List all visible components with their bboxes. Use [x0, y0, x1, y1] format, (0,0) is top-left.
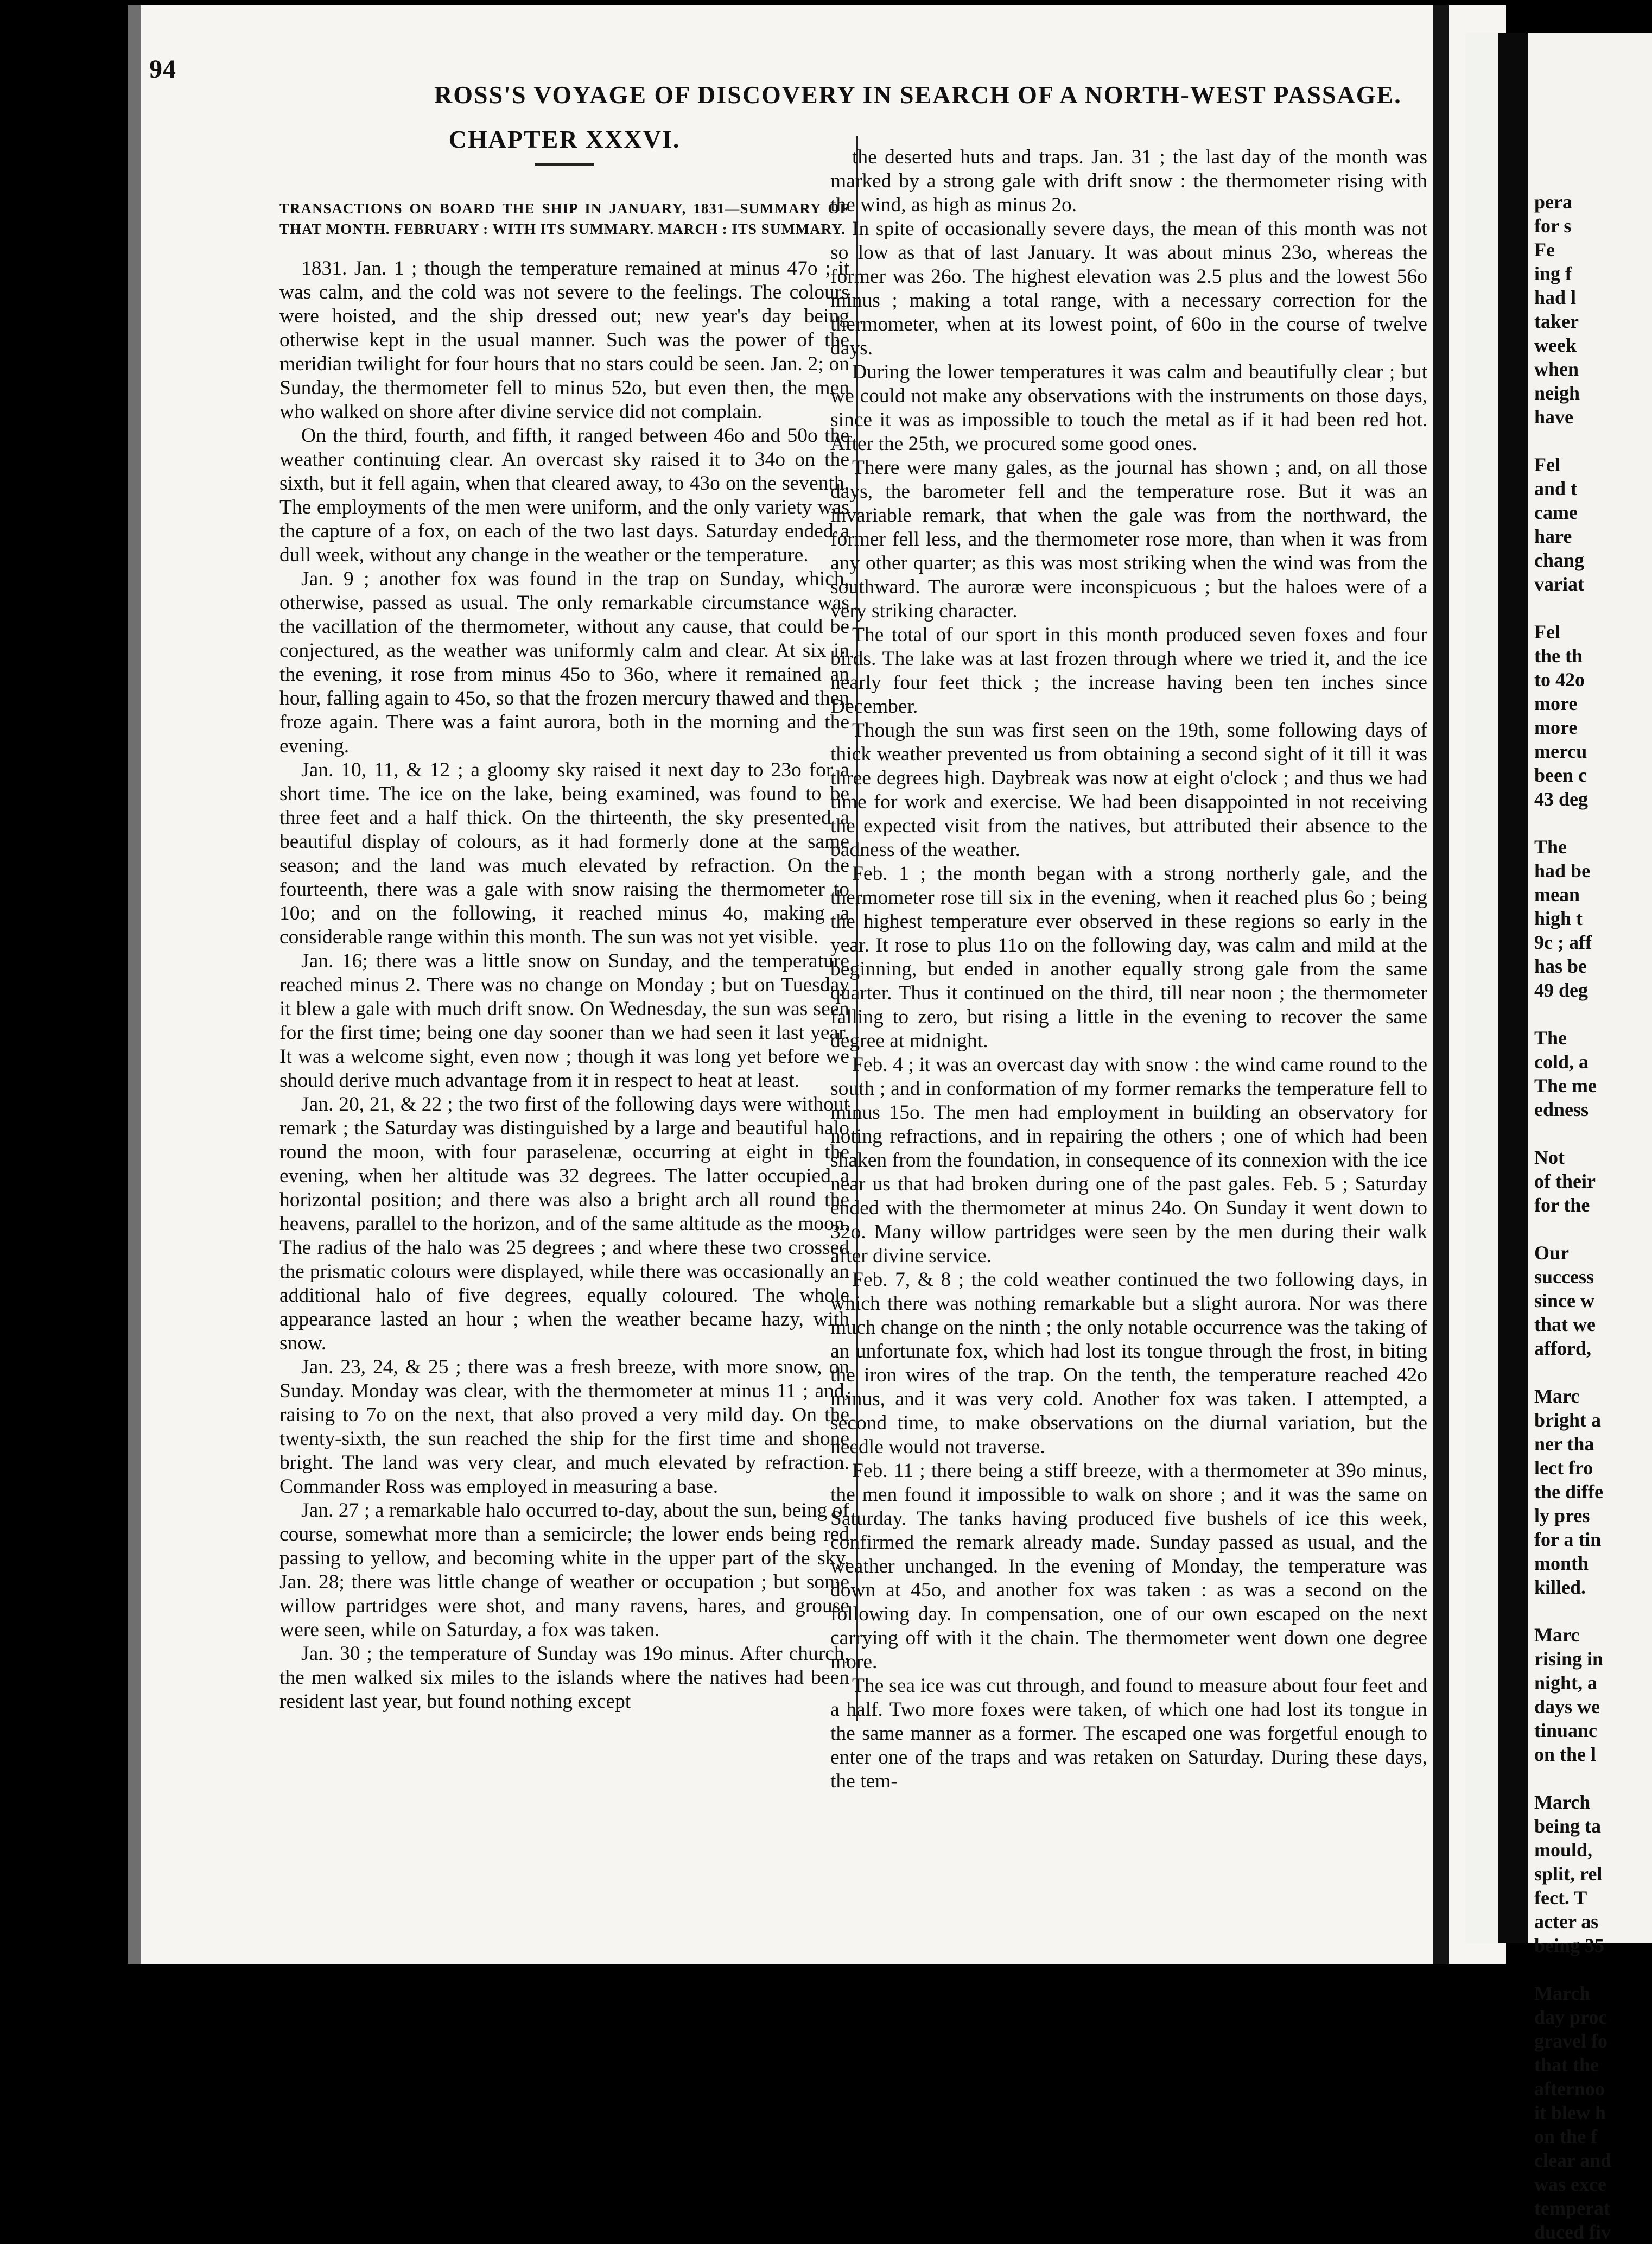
paragraph: Jan. 30 ; the temperature of Sunday was 19o minus. After church, the men walked six miles to the islands where the natives had been resident last year, but found nothing except [279, 1643, 849, 1713]
next-page-line: on the l [1534, 1744, 1597, 1765]
next-page-line: came [1534, 502, 1578, 523]
next-page-line: 9c ; aff [1534, 931, 1592, 953]
paragraph: There were many gales, as the journal has shown ; and, on all those days, the barometer fell and the temperature rose. But it was an invariable remark, that when the gale was from the northward, the former fell less, and the thermometer rose more, than when it was from any other quarter; as this was most striking when the wind was from the southward. The auroræ were inconspicuous ; but the haloes were of a very striking character. [830, 457, 1427, 622]
next-page-line: to 42o [1534, 669, 1585, 690]
next-page-line: temperat [1534, 2197, 1610, 2219]
paragraph: Jan. 20, 21, & 22 ; the two first of the following days were without remark ; the Saturday was distinguished by a large and beautiful halo round the moon, with four paraselenæ, occurring at eight in the evening, when her altitude was 32 degrees. The latter occupied a horizontal position; and there was also a bright arch all round the heavens, parallel to the horizon, and of the same altitude as the moon. The radius of the halo was 25 degrees ; and where these two crossed the prismatic colours were displayed, while there was occasionally an additional halo of five degrees, equally coloured. The whole appearance lasted an hour ; when the weather became hazy, with snow. [279, 1093, 849, 1354]
next-page-line: tinuanc [1534, 1720, 1598, 1741]
paragraph: Feb. 7, & 8 ; the cold weather continued the two following days, in which there was nothing remarkable but a slight aurora. Nor was there much change on the ninth ; the only notable occurrence was the taking of an unfortunate fox, which had lost its tongue through the frost, in biting the iron wires of the trap. On the tenth, the temperature reached 42o minus, and it was very cold. Another fox was taken. I attempted, a second time, to make observations on the diurnal variation, but the needle would not traverse. [830, 1269, 1427, 1458]
next-page-line: night, a [1534, 1672, 1598, 1694]
left-paragraphs [279, 257, 849, 1714]
next-page-line: split, rel [1534, 1863, 1603, 1885]
next-page-line: the diffe [1534, 1481, 1603, 1503]
next-page-line: neigh [1534, 382, 1580, 404]
paragraph: The sea ice was cut through, and found to measure about four feet and a half. Two more foxes were taken, of which one had lost its tongue in the same manner as a former. The escaped one was forgetful enough to enter one of the traps and was retaken on Saturday. During these days, the tem- [830, 1675, 1427, 1792]
paragraph: Feb. 4 ; it was an overcast day with snow : the wind came round to the south ; and in conformation of my former remarks the temperature fell to minus 15o. The men had employment in building an observatory for noting refractions, and in repairing the others ; one of which had been shaken from the foundation, in consequence of its connexion with the ice near us that had broken during one of the past gales. Feb. 5 ; Saturday ended with the thermometer at minus 24o. On Sunday it went down to 32o. Many willow partridges were seen by the men during their walk after divine service. [830, 1054, 1427, 1267]
next-page-line: killed. [1534, 1576, 1586, 1598]
next-page-line: Fel [1534, 621, 1560, 643]
page-number: 94 [149, 55, 176, 84]
page-gutter-strip [1465, 33, 1498, 1943]
next-page-line: afternoo [1534, 2078, 1605, 2100]
next-page-line: days we [1534, 1696, 1600, 1717]
page-gutter-shadow [1433, 5, 1449, 1964]
chapter-summary: TRANSACTIONS ON BOARD THE SHIP IN JANUARY, 1831—SUMMARY OF THAT MONTH. FEBRUARY : WITH ITS SUMMARY. MARCH : ITS SUMMARY. [279, 200, 849, 237]
paragraph: The total of our sport in this month produced seven foxes and four birds. The lake was at last frozen through where we tried it, and the ice nearly four feet thick ; the increase having been ten inches since December. [830, 624, 1427, 718]
running-head: ROSS'S VOYAGE OF DISCOVERY IN SEARCH OF A NORTH-WEST PASSAGE. [434, 81, 1402, 109]
next-page-line: it blew h [1534, 2102, 1606, 2123]
next-page-line: day proc [1534, 2006, 1607, 2028]
paragraph: Feb. 11 ; there being a stiff breeze, with a thermometer at 39o minus, the men found it impossible to walk on shore ; and it was the same on Saturday. The tanks having produced five bushels of ice this week, confirmed the remark already made. Sunday passed as usual, and the weather unchanged. In the evening of Monday, the temperature was down at 45o, and another fox was taken : as was a second on the following day. In compensation, one of our own escaped on the next carrying off with it the chain. The thermometer went down one degree more. [830, 1460, 1427, 1673]
next-page-line: and t [1534, 478, 1578, 499]
next-page-line: fect. T [1534, 1887, 1587, 1909]
next-page-edge [1528, 33, 1652, 2243]
paragraph: Jan. 10, 11, & 12 ; a gloomy sky raised it next day to 23o for a short time. The ice on the lake, being examined, was found to be three feet and a half thick. On the thirteenth, the sky presented a beautiful display of colours, as it had formerly done at the same season; and the land was much elevated by refraction. On the fourteenth, there was a gale with snow raising the thermometer to 10o; and on the following, it reached minus 4o, making a considerable range within this month. The sun was not yet visible. [279, 759, 849, 948]
chapter-rule [535, 163, 594, 166]
paragraph: On the third, fourth, and fifth, it ranged between 46o and 50o the weather continuing clear. An overcast sky raised it to 34o on the sixth, but it fell again, when that cleared away, to 43o on the seventh. The employments of the men were uniform, and the only variety was the capture of a fox, on each of the two last days. Saturday ended a dull week, without any change in the weather or the temperature. [279, 424, 849, 566]
next-page-line: Not [1534, 1146, 1565, 1168]
next-page-line: on the f [1534, 2126, 1597, 2147]
next-page-line: ly pres [1534, 1505, 1590, 1526]
next-page-line: cold, a [1534, 1051, 1589, 1073]
next-page-line: The [1534, 1027, 1567, 1049]
paragraph: Jan. 27 ; a remarkable halo occurred to-day, about the sun, being of course, somewhat more than a semicircle; the lower ends being red passing to yellow, and becoming white in the upper part of the sky. Jan. 28; there was little change of weather or occupation ; but some willow partridges were shot, and many ravens, hares, and grouse were seen, while on Saturday, a fox was taken. [279, 1499, 849, 1641]
paragraph: Though the sun was first seen on the 19th, some following days of thick weather prevented us from obtaining a second sight of it till it was three degrees high. Daybreak was now at eight o'clock ; and thus we had time for work and exercise. We had been disappointed in not receiving the expected visit from the natives, but attributed their absence to the badness of the weather. [830, 719, 1427, 861]
next-page-line: March [1534, 1982, 1591, 2004]
next-page-line: 49 deg [1534, 979, 1588, 1001]
next-page-line: high t [1534, 908, 1583, 929]
next-page-line: mercu [1534, 740, 1587, 762]
paragraph: Jan. 9 ; another fox was found in the trap on Sunday, which, otherwise, passed as usual. The only remarkable circumstance was the vacillation of the thermometer, without any cause, that could be conjectured, as the weather was uniformly calm and clear. At six in the evening, it rose from minus 45o to 36o, where it remained an hour, falling again to 45o, so that the frozen mercury thawed and then froze again. There was a faint aurora, both in the morning and the evening. [279, 568, 849, 757]
next-page-line: Our [1534, 1242, 1570, 1264]
next-page-line: week [1534, 334, 1577, 356]
paragraph: Feb. 1 ; the month began with a strong northerly gale, and the thermometer rose till six in the evening, when it reached plus 6o ; being the highest temperature ever observed in these regions so early in the year. It rose to plus 11o on the following day, was calm and mild at the beginning, but ended in another equally strong gale from the same quarter. Thus it continued on the third, till near noon ; the thermometer falling to zero, but rising a little in the evening to recover the same degree at midnight. [830, 863, 1427, 1052]
next-page-line: for a tin [1534, 1529, 1602, 1550]
next-page-line: chang [1534, 549, 1585, 571]
right-column [830, 145, 1427, 1793]
next-page-line: success [1534, 1266, 1594, 1288]
next-page-line: duced fiv [1534, 2221, 1611, 2243]
next-page-line: had be [1534, 860, 1591, 882]
next-page-line: of their [1534, 1170, 1596, 1192]
next-page-line: mean [1534, 884, 1580, 905]
next-page-line: 43 deg [1534, 788, 1588, 810]
next-page-line: taker [1534, 310, 1579, 332]
next-page-line: ing f [1534, 263, 1572, 284]
next-page-line: March [1534, 1791, 1591, 1813]
next-page-line: The [1534, 836, 1567, 858]
paragraph: Jan. 23, 24, & 25 ; there was a fresh breeze, with more snow, on Sunday. Monday was clear, with the thermometer at minus 11 ; and, raising to 7o on the next, that also proved a very mild day. On the twenty-sixth, the sun reached the ship for the first time and shone bright. The land was very clear, and much elevated by refraction. Commander Ross was employed in measuring a base. [279, 1356, 849, 1498]
next-page-line: Marc [1534, 1624, 1580, 1646]
next-page-line: the th [1534, 645, 1583, 667]
next-page-line: been c [1534, 764, 1587, 786]
next-page-line: more [1534, 717, 1578, 738]
next-page-line: acter as [1534, 1911, 1599, 1932]
chapter-title: CHAPTER XXXVI. [448, 125, 681, 153]
next-page-line: Fel [1534, 454, 1560, 476]
right-paragraphs [830, 145, 1427, 1793]
next-page-line: ner tha [1534, 1433, 1594, 1455]
next-page-line: pera [1534, 191, 1572, 213]
next-page-line: that the [1534, 2054, 1599, 2076]
next-page-line: being ta [1534, 1815, 1602, 1837]
next-page-line: have [1534, 406, 1573, 428]
next-page-line: had l [1534, 287, 1577, 308]
paragraph: In spite of occasionally severe days, the mean of this month was not so low as that of last January. It was about minus 23o, whereas the former was 26o. The highest elevation was 2.5 plus and the lowest 56o minus ; making a total range, with a necessary correction for the thermometer, when at its lowest point, of 60o in the course of twelve days. [830, 218, 1427, 359]
next-page-line: bright a [1534, 1409, 1602, 1431]
next-page-line: rising in [1534, 1648, 1604, 1670]
next-page-line: clear and [1534, 2150, 1612, 2171]
next-page-line: that we [1534, 1314, 1596, 1335]
next-page-line: month [1534, 1552, 1589, 1574]
next-page-line: being 35 [1534, 1935, 1605, 1956]
left-column [279, 122, 849, 1714]
next-page-line: has be [1534, 955, 1587, 977]
next-page-line: mould, [1534, 1839, 1593, 1861]
next-page-line: edness [1534, 1099, 1589, 1120]
next-page-line: Marc [1534, 1385, 1580, 1407]
next-page-line: for s [1534, 215, 1572, 237]
paragraph: Jan. 16; there was a little snow on Sunday, and the temperature reached minus 2. There was no change on Monday ; but on Tuesday it blew a gale with much drift snow. On Wednesday, the sun was seen for the first time; being one day sooner than we had seen it last year. It was a welcome sight, even now ; though it was long yet before we should derive much advantage from it in respect to heat at least. [279, 950, 849, 1092]
next-page-line: when [1534, 358, 1579, 380]
next-page-line: more [1534, 693, 1578, 714]
next-page-line: gravel fo [1534, 2030, 1607, 2052]
paragraph: the deserted huts and traps. Jan. 31 ; the last day of the month was marked by a strong gale with drift snow : the thermometer rising with the wind, as high as minus 2o. [830, 146, 1427, 216]
next-page-line: The me [1534, 1075, 1597, 1096]
next-page-line: lect fro [1534, 1457, 1593, 1479]
next-page-line: variat [1534, 573, 1584, 595]
next-page-line: for the [1534, 1194, 1590, 1216]
page-gutter-dark [1498, 33, 1528, 1943]
next-page-line: hare [1534, 525, 1572, 547]
paragraph: 1831. Jan. 1 ; though the temperature remained at minus 47o ; it was calm, and the cold was not severe to the feelings. The colours were hoisted, and the ship dressed out; new year's day being otherwise kept in the usual manner. Such was the power of the meridian twilight for four hours that no stars could be seen. Jan. 2; on Sunday, the thermometer fell to minus 52o, but even then, the men who walked on shore after divine service did not complain. [279, 257, 849, 423]
next-page-line: Fe [1534, 239, 1555, 261]
next-page-line: afford, [1534, 1337, 1591, 1359]
next-page-line: was exce [1534, 2173, 1606, 2195]
next-page-line: since w [1534, 1290, 1594, 1311]
paragraph: During the lower temperatures it was calm and beautifully clear ; but we could not make any observations with the instruments on those days, since it was as impossible to touch the metal as if it had been red hot. After the 25th, we procured some good ones. [830, 361, 1427, 455]
